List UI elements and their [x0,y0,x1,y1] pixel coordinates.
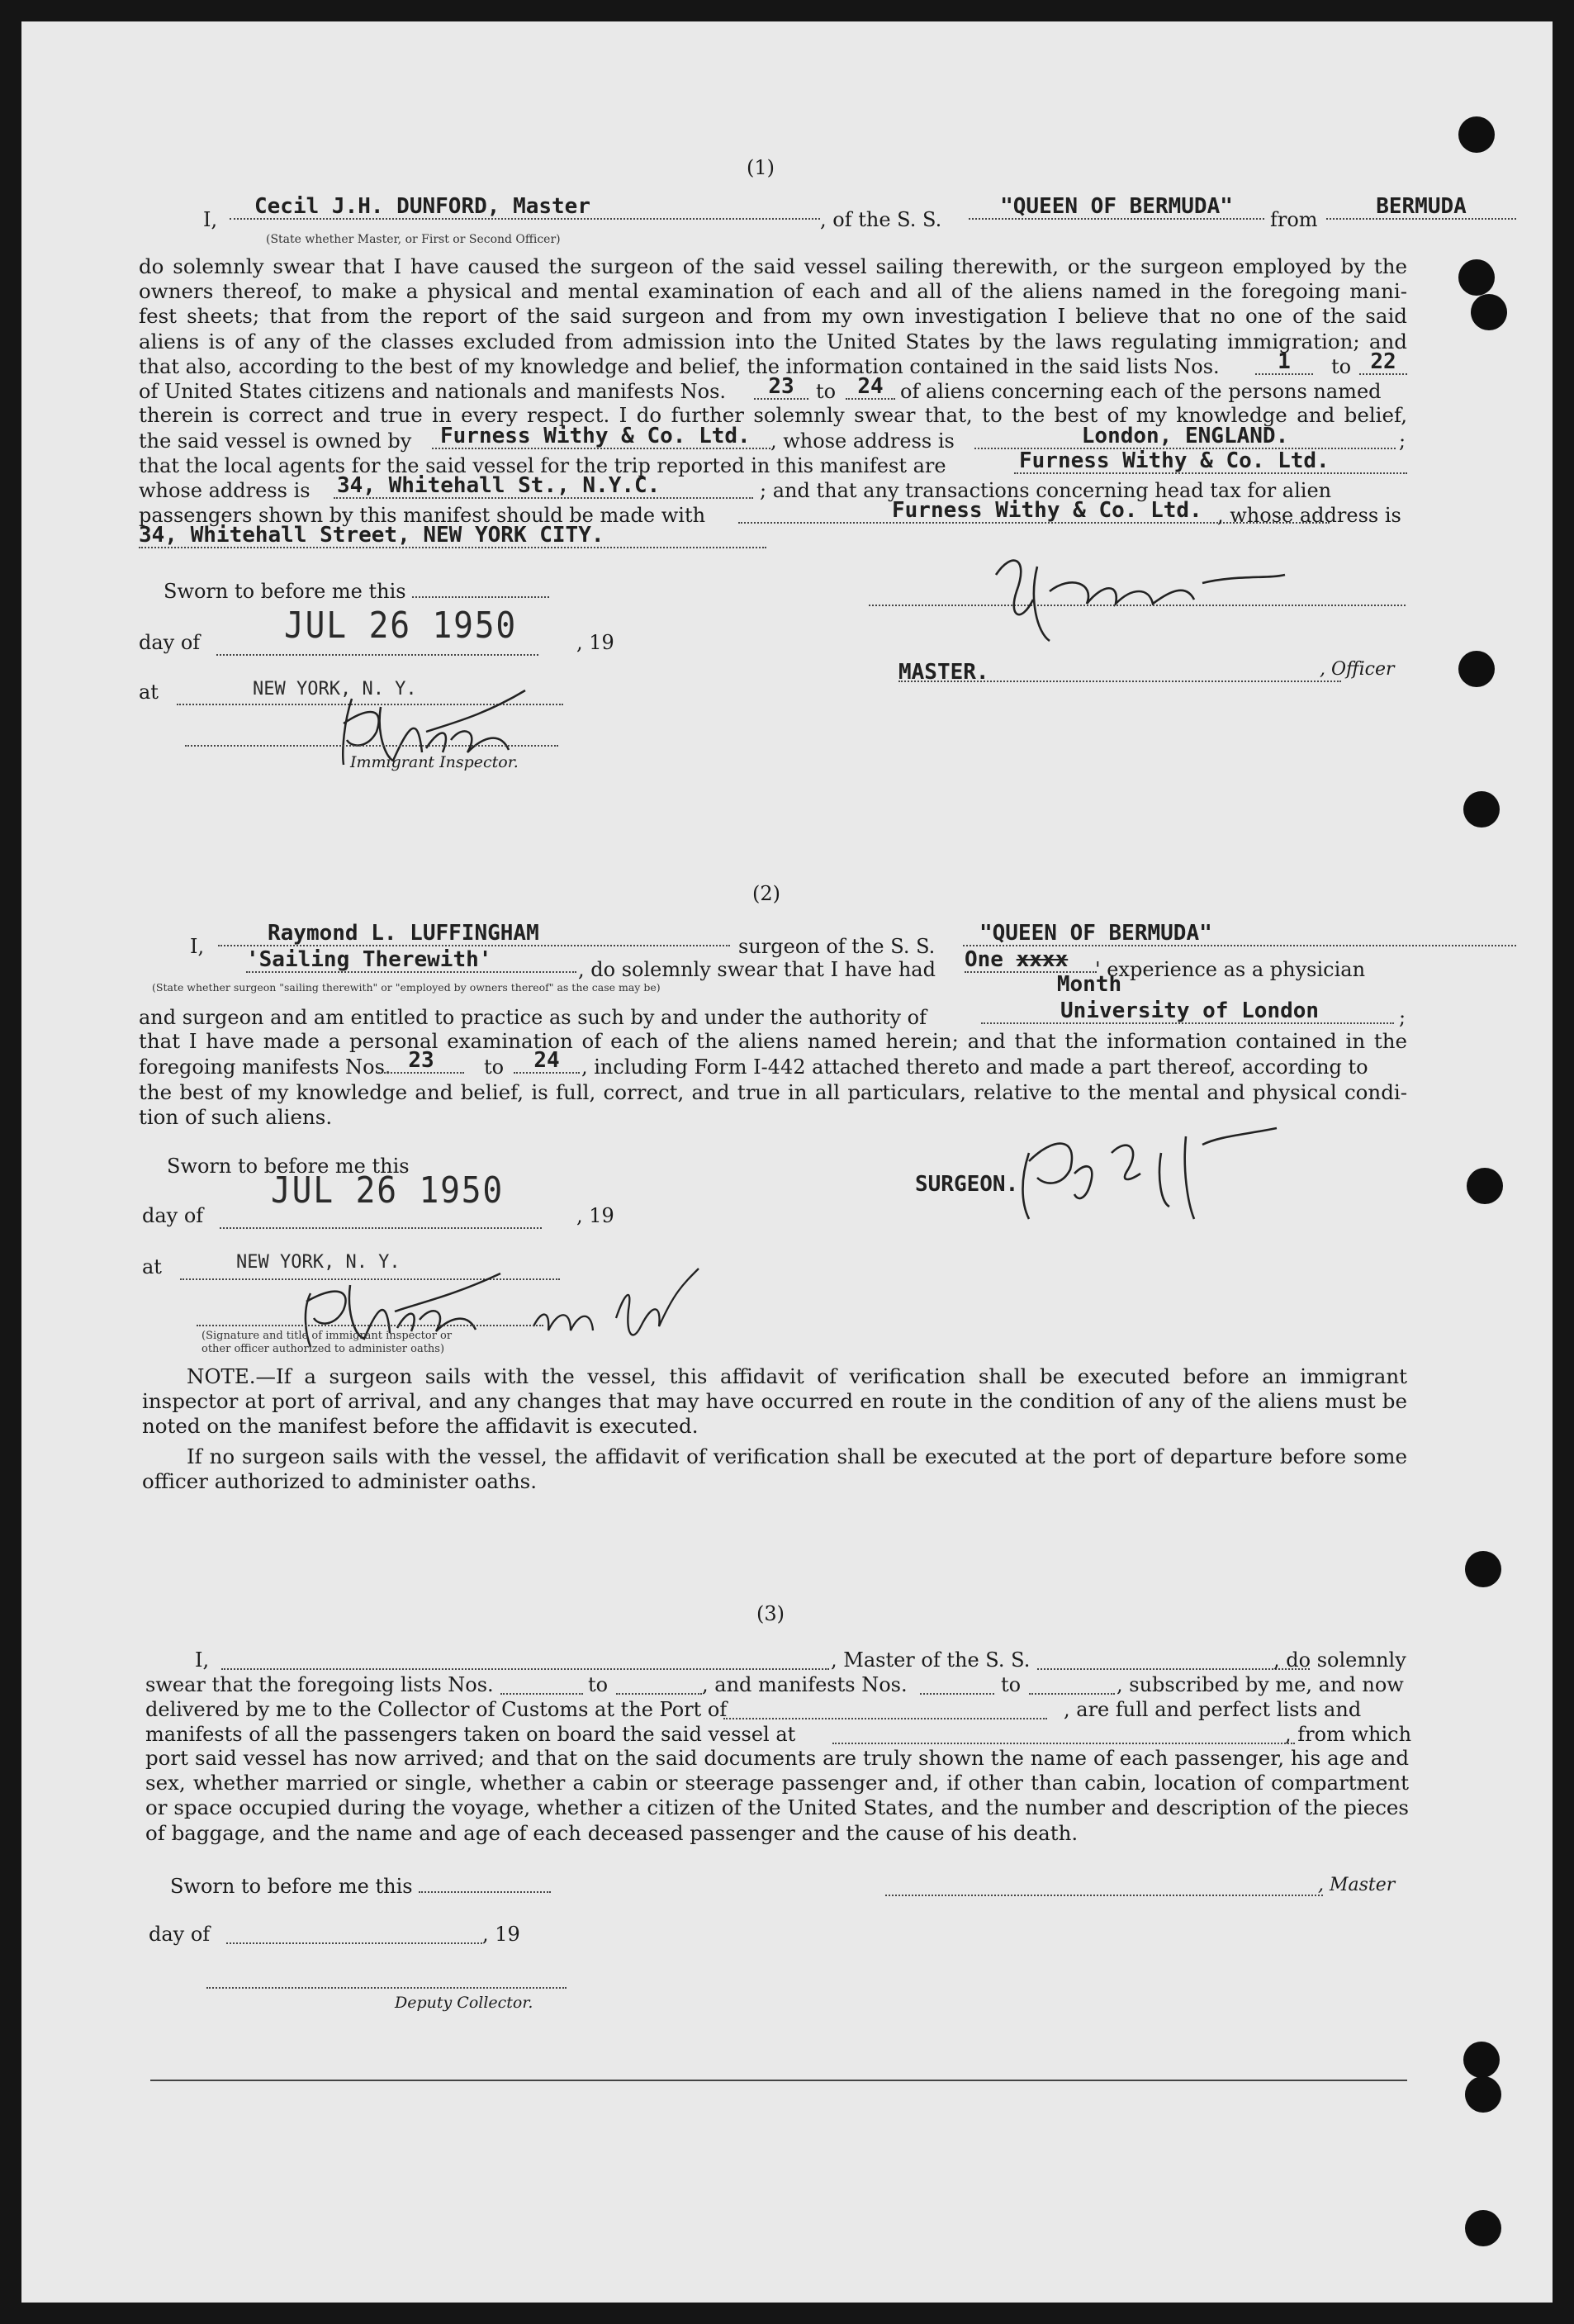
agent-address-line: whose address is 34, Whitehall St., N.Y.C. ; and that any transactions concerning head tax for alien [139,473,1332,502]
document-page: (1) I, Cecil J.H. DUNFORD, Master , of the S. S. "QUEEN OF BERMUDA" from BERMUDA (State whether Master, or First or Second Officer) do solemnly swear that I have caused the surgeon of the said vessel sailing therewith, or the surgeon employed by the owners thereof, to make a physical and mental examination of each and all of the aliens named in the foregoing mani- fest sheets; that from the report of the said surgeon and from my own investigation I believe that no one of the said aliens is of any of the classes excluded from admission into the United States by the laws regulating immigration; and that also, according to the best of my knowledge and belief, the information contained in the said lists Nos. 1 to 22 of United States citizens and nationals and manifests Nos. 23 to 24 of aliens concerning each of the persons named therein is correct and true in every respect. I do further solemnly swear that, to the best of my knowledge and belief, the said vessel is owned by Furness Withy & Co. Ltd. , whose address is London, ENGLAND. ; that the local agents for the said vessel for the trip reported in this manifest are Furness Withy & Co. Ltd. whose address is 34, Whitehall St., N.Y.C. ; and that any transactions concerning head tax for alien passengers shown by this manifest should be made with Furness Withy & Co. Ltd. , whose address is 34, Whitehall Street, NEW YORK CITY. Sworn to before me this day of , 19 JUL 26 1950 at NEW YORK, N. Y. Immigrant Inspector. MASTER. , Officer (2) I, Raymond L. LUFFINGHAM surgeon of the S. S. "QUEEN OF BERMUDA" 'Sailing Therewith' , do solemnly swear that I have had One xxxx ' experience as a physician (State whether surgeon "sailing therewith" or "employed by owners thereof" as the case may be) Month and surgeon and am entitled to practice as such by and under the authority of University of London ; that I have made a personal examination of each of the aliens named herein; and that the information contained in the foregoing manifests Nos. 23 to 24 , including Form I-442 attached thereto and made a part thereof, according to the best of my knowledge and belief, is full, correct, and true in all particulars, relative to the mental and physical condi- tion of such aliens. Sworn to before me this day of , 19 JUL 26 1950 at NEW YORK, N. Y. (Signature and title of immigrant inspector or other officer authorized to administer oaths) SURGEON. NOTE.—If a surgeon sails with the vessel, this affidavit of verification shall be executed before an immigrant inspector at port of arrival, and any changes that may have occurred en route in the condition of any of the aliens must be noted on the manifest before the affidavit is executed. If no surgeon sails with the vessel, the affidavit of verification shall be executed at the port of departure before some officer authorized to administer oaths. (3) I, , Master of the S. S. , do solemnly swear that the foregoing lists Nos. to , and manifests Nos. to , subscribed by me, and now delivered by me to the Collector of Customs at the Port of , are full and perfect lists and manifests of all the passengers taken on board the said vessel at , from which port said vessel has now arrived; and that on the said documents are truly shown the name of each passenger, his age and sex, whether married or single, whether a cabin or steerage passenger and, if other than cabin, location of compartment or space occupied during the voyage, whether a citizen of the United States, and the number and description of the pieces of baggage, and the name and age of each deceased passenger and the cause of his death. Sworn to before me this , Master day of , 19 Deputy Collector. [0,0,1574,2324]
headtax-field: Furness Withy & Co. Ltd. [738,500,1330,524]
surgeon-line: I, Raymond L. LUFFINGHAM surgeon of the S. S. "QUEEN OF BERMUDA" [139,923,1410,956]
manifest-to-field: 24 [514,1051,580,1074]
departure-port-field: BERMUDA [1326,197,1516,220]
master-signature [971,525,1301,649]
owner-line: the said vessel is owned by Furness Withy & Co. Ltd. , whose address is London, ENGLAND. ; [139,424,1406,453]
authority-line: and surgeon and am entitled to practice as such by and under the authority of University of London ; [139,998,1406,1029]
manifest-from-field: 23 [378,1051,464,1074]
agents-field: Furness Withy & Co. Ltd. [1014,451,1407,474]
surgeon-label: SURGEON. [915,1172,1019,1197]
lists-to-field: 22 [1359,352,1407,375]
inspector-label: Immigrant Inspector. [350,753,519,771]
agents-line: that the local agents for the said vessel for the trip reported in this manifest are Furness Withy & Co. Ltd. [139,451,1407,477]
s3-line-4: manifests of all the passengers taken on board the said vessel at , from which [145,1723,1412,1746]
state-note: (State whether Master, or First or Second Officer) [266,233,561,246]
experience-unit: Month [1056,972,1122,997]
headtax-line: passengers shown by this manifest should be made with Furness Withy & Co. Ltd. , whose address is [139,498,1401,527]
lists-from-field: 1 [1255,352,1313,375]
agent-address-field: 34, Whitehall St., N.Y.C. [334,476,753,499]
surgeon-manifests-line: foregoing manifests Nos. 23 to 24 , including Form I-442 attached thereto and made a part thereof, according to [139,1048,1368,1079]
authority-field: University of London [981,1001,1394,1024]
binder-hole [1467,1168,1503,1204]
sailing-status-field: 'Sailing Therewith' [246,950,576,973]
sailing-line: 'Sailing Therewith' , do solemnly swear that I have had One xxxx ' experience as a physician [246,947,1366,981]
binder-hole [1465,2210,1501,2246]
binder-hole [1458,116,1495,153]
manifest-to-field: 24 [846,377,895,400]
note-block: NOTE.—If a surgeon sails with the vessel, this affidavit of verification shall be executed before an immigrant inspector at port of arrival, and any changes that may have occurred en route in the condition of any of the aliens must be noted on the manifest before the affidavit is executed. If no surgeon sails with the vessel, the affidavit of verification shall be executed at the port of departure before some officer authorized to administer oaths. [142,1364,1407,1493]
binder-hole [1463,791,1500,828]
ship-name-field: "QUEEN OF BERMUDA" [963,923,1516,946]
owner-field: Furness Withy & Co. Ltd. [432,426,770,449]
section-number: (3) [756,1602,785,1625]
s3-text: port said vessel has now arrived; and that on the said documents are truly shown the name of each passenger, his age and sex, whether married or single, whether a cabin or steerage passenger and, if other than cabin, location of compartment or space occupied during the voyage, whether a citizen of the United States, and the number and description of the pieces of baggage, and the name and age of each deceased passenger and the cause of his death. [145,1746,1409,1845]
section-number: (2) [752,882,780,905]
experience-field: One xxxx [965,950,1097,973]
date-stamp: JUL 26 1950 [271,1169,505,1212]
bottom-rule [150,2080,1407,2081]
deputy-collector-label: Deputy Collector. [395,1994,533,2012]
officer-title: MASTER. [898,660,989,685]
s3-line-3: delivered by me to the Collector of Customs at the Port of , are full and perfect lists and [145,1698,1362,1721]
location-stamp: NEW YORK, N. Y. [253,679,417,700]
binder-hole [1458,259,1495,296]
date-stamp: JUL 26 1950 [284,605,518,647]
surgeon-name-field: Raymond L. LUFFINGHAM [218,923,730,946]
master-line: I, Cecil J.H. DUNFORD, Master , of the S. S. "QUEEN OF BERMUDA" from BERMUDA [139,197,1410,230]
binder-hole [1463,2042,1500,2078]
location-stamp: NEW YORK, N. Y. [236,1252,401,1273]
affidavit-1-text: do solemnly swear that I have caused the surgeon of the said vessel sailing therewith, or the surgeon employed by the owners thereof, to make a physical and mental examination of each and all of the aliens named in the foregoing mani- fest sheets; that from the report of the said surgeon and from my own investigation I believe that no one of the said aliens is of any of the classes excluded from admission into the United States by the laws regulating immigration; and [139,254,1407,353]
state-note: (State whether surgeon "sailing therewith" or "employed by owners thereof" as the case may be) [152,981,661,994]
manifest-from-field: 23 [754,377,808,400]
manifests-line: of United States citizens and nationals and manifests Nos. 23 to 24 of aliens concerning each of the persons named [139,374,1382,403]
master-name-field: Cecil J.H. DUNFORD, Master [230,197,820,220]
binder-hole [1465,1551,1501,1587]
owner-address-field: London, ENGLAND. [974,426,1396,449]
section-number: (1) [747,156,775,179]
lists-line: that also, according to the best of my knowledge and belief, the information contained in the said lists Nos. 1 to 22 [139,352,1407,378]
binder-hole [1465,2076,1501,2113]
s3-line-1: I, , Master of the S. S. , do solemnly [195,1648,1406,1672]
headtax-address-field: 34, Whitehall Street, NEW YORK CITY. [139,525,766,548]
ship-name-field: "QUEEN OF BERMUDA" [969,197,1264,220]
surgeon-signature [996,1103,1293,1227]
binder-hole [1458,651,1495,687]
s3-line-2: swear that the foregoing lists Nos. to , and manifests Nos. to , subscribed by me, and now [145,1673,1404,1696]
binder-hole [1471,294,1507,330]
